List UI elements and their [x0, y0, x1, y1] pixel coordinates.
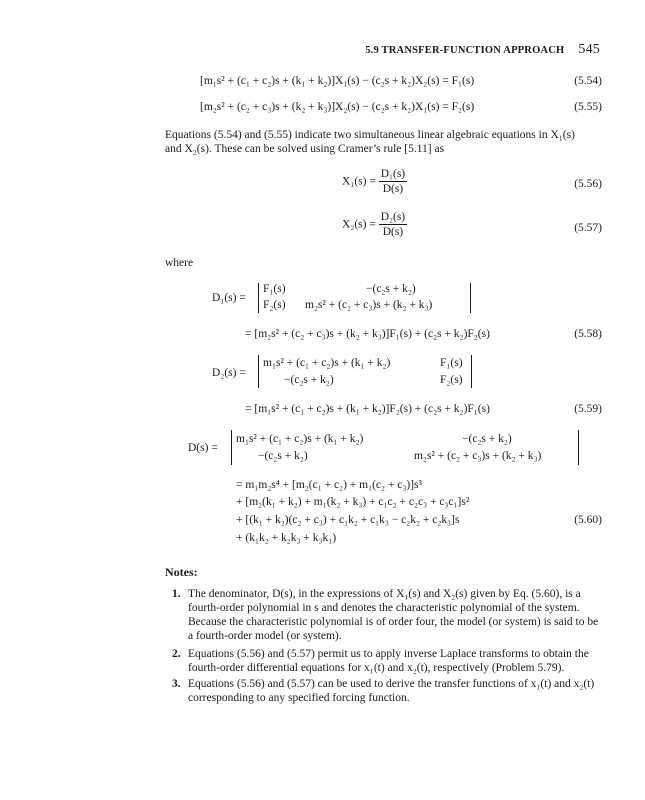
d2-left-bar: [258, 355, 259, 388]
paragraph-line-1: Equations (5.54) and (5.55) indicate two simultaneous linear algebraic equations in X₁(s): [165, 129, 575, 141]
equation-number-5-60: (5.60): [574, 514, 602, 526]
page-number: 545: [578, 42, 600, 57]
equation-5-56: [342, 168, 407, 195]
note-text: Equations (5.56) and (5.57) permit us to apply inverse Laplace transforms to obtain the fourth-order differential equations for x₁(t) and x₂(t), respectively (Problem 5.79).: [188, 648, 589, 674]
eq557-lhs: X₂(s) =: [342, 218, 376, 231]
eq556-fraction: [379, 168, 407, 195]
equation-number-5-59: (5.59): [574, 403, 602, 415]
d-expansion-line-4: + (k₁k₂ + k₂k₃ + k₃k₁): [236, 532, 337, 544]
d1-left-bar: [258, 283, 259, 313]
equation-5-55: [m₂s² + (c₂ + c₃)s + (k₂ + k₃)]X₂(s) − (c₂s + k₂)X₁(s) = F₂(s): [200, 101, 475, 113]
note-text: The denominator, D(s), in the expressions of X₁(s) and X₂(s) given by Eq. (5.60), is a fourth-order polynomial in s and denotes the characteristic polynomial of the system. Because the characteristic polynomial is of order four, the model (or system) is said to be a fourth-order model (or system).: [188, 588, 599, 642]
d1-r1c1: F₁(s): [263, 283, 286, 295]
d1-r2c2: m₂s² + (c₂ + c₃)s + (k₂ + k₃): [305, 299, 433, 311]
eq556-numerator: D₁(s): [380, 168, 406, 180]
running-header: [365, 42, 600, 58]
d1-right-bar: [470, 283, 471, 313]
d-expansion-line-3: + [(k₁ + k₂)(c₂ + c₃) + c₁k₂ + c₁k₃ − c₂k₂ + c₂k₃]s: [236, 514, 460, 526]
d2-r1c2: F₁(s): [440, 357, 463, 369]
notes-heading: Notes:: [165, 565, 198, 579]
equation-number-5-58: (5.58): [574, 328, 602, 340]
d-r1c2: −(c₂s + k₂): [462, 433, 512, 445]
eq557-denominator: D(s): [382, 226, 404, 238]
equation-5-57: [342, 211, 407, 238]
d2-expansion: = [m₁s² + (c₁ + c₂)s + (k₁ + k₂)]F₂(s) + (c₂s + k₂)F₁(s): [245, 403, 490, 415]
d-r1c1: m₁s² + (c₁ + c₂)s + (k₁ + k₂): [236, 433, 364, 445]
note-number: 2.: [172, 648, 181, 660]
equation-5-54: [m₁s² + (c₁ + c₂)s + (k₁ + k₂)]X₁(s) − (c₂s + k₂)X₂(s) = F₁(s): [200, 75, 475, 87]
d1-r2c1: F₂(s): [263, 299, 286, 311]
d-lhs: D(s) =: [188, 442, 218, 454]
note-item-3: [172, 677, 604, 705]
d1-lhs: D₁(s) =: [212, 292, 246, 304]
note-number: 3.: [172, 678, 181, 690]
d-r2c1: −(c₂s + k₂): [258, 450, 308, 462]
d-r2c2: m₂s² + (c₂ + c₃)s + (k₂ + k₃): [414, 450, 542, 462]
eq556-denominator: D(s): [382, 183, 404, 195]
paragraph-line-2: and X₂(s). These can be solved using Cramer’s rule [5.11] as: [165, 143, 445, 155]
d2-r2c1: −(c₂s + k₂): [284, 374, 334, 386]
equation-number-5-57: (5.57): [574, 222, 602, 234]
section-title: 5.9 TRANSFER-FUNCTION APPROACH: [365, 45, 565, 56]
where-label: where: [165, 257, 194, 269]
d2-lhs: D₂(s) =: [212, 367, 246, 379]
eq557-numerator: D₂(s): [380, 211, 406, 223]
d1-r1c2: −(c₂s + k₂): [366, 283, 416, 295]
eq557-fraction: [379, 211, 407, 238]
note-text: Equations (5.56) and (5.57) can be used to derive the transfer functions of x₁(t) and x₂(t) corresponding to any specified forcing function.: [188, 678, 595, 704]
d-left-bar: [231, 430, 232, 465]
note-item-1: [172, 587, 604, 643]
d2-r2c2: F₂(s): [440, 374, 463, 386]
equation-number-5-54: (5.54): [574, 75, 602, 87]
d-expansion-line-2: + [m₂(k₁ + k₂) + m₁(k₂ + k₃) + c₁c₂ + c₂c₃ + c₃c₁]s²: [236, 496, 470, 508]
d2-right-bar: [471, 355, 472, 388]
note-number: 1.: [172, 588, 181, 600]
note-item-2: [172, 647, 604, 675]
d1-expansion: = [m₂s² + (c₂ + c₃)s + (k₂ + k₃)]F₁(s) + (c₂s + k₂)F₂(s): [245, 328, 490, 340]
equation-number-5-56: (5.56): [574, 178, 602, 190]
eq556-lhs: X₁(s) =: [342, 175, 376, 188]
d-right-bar: [578, 430, 579, 465]
d2-r1c1: m₁s² + (c₁ + c₂)s + (k₁ + k₂): [263, 357, 391, 369]
equation-number-5-55: (5.55): [574, 101, 602, 113]
d-expansion-line-1: = m₁m₂s⁴ + [m₂(c₁ + c₂) + m₁(c₂ + c₃)]s³: [236, 479, 422, 491]
